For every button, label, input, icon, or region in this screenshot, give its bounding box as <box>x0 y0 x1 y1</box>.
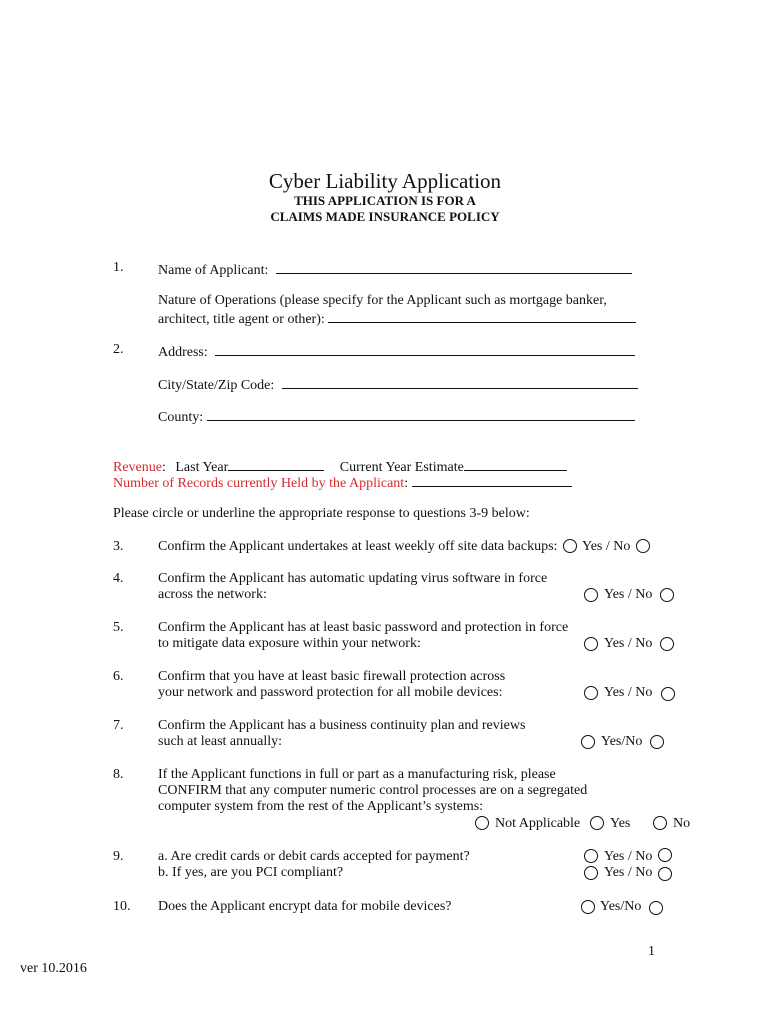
q8-text-line-3: computer system from the rest of the Applicant’s systems: <box>158 799 484 814</box>
q9b-yes-radio[interactable] <box>584 866 598 880</box>
q9a-no-radio[interactable] <box>658 848 672 862</box>
q10-number: 10. <box>113 899 131 914</box>
address-label: Address: <box>158 345 208 360</box>
current-year-estimate-label: Current Year Estimate <box>339 460 464 475</box>
q8-number: 8. <box>113 767 124 782</box>
q9b-no-radio[interactable] <box>658 867 672 881</box>
current-year-estimate-input[interactable] <box>464 457 567 471</box>
q5-no-radio[interactable] <box>660 637 674 651</box>
q8-no-radio[interactable] <box>653 816 667 830</box>
nature-of-operations-input[interactable] <box>328 309 636 323</box>
q4-yes-radio[interactable] <box>584 588 598 602</box>
q9a-text: a. Are credit cards or debit cards accepted for payment? <box>158 849 470 864</box>
q6-number: 6. <box>113 669 124 684</box>
records-row: Number of Records currently Held by the Applicant: <box>113 473 572 492</box>
q10-text: Does the Applicant encrypt data for mobile devices? <box>158 899 452 914</box>
county-label: County: <box>158 410 204 425</box>
last-year-label: Last Year <box>175 460 229 475</box>
q10-no-radio[interactable] <box>649 901 663 915</box>
q8-not-applicable-radio[interactable] <box>475 816 489 830</box>
q6-text-line-1: Confirm that you have at least basic firewall protection across <box>158 669 506 684</box>
version-label: ver 10.2016 <box>20 961 87 976</box>
q10-response-label: Yes/No <box>600 899 642 914</box>
q3-yes-radio[interactable] <box>563 539 577 553</box>
q7-no-radio[interactable] <box>650 735 664 749</box>
name-of-applicant-label: Name of Applicant: <box>158 263 269 278</box>
nature-of-operations-line-1: Nature of Operations (please specify for the Applicant such as mortgage banker, <box>158 293 607 308</box>
q7-text-line-1: Confirm the Applicant has a business continuity plan and reviews <box>158 718 526 733</box>
q9b-text: b. If yes, are you PCI compliant? <box>158 865 344 880</box>
county-field[interactable] <box>158 407 635 426</box>
city-state-zip-input[interactable] <box>282 375 638 389</box>
q4-no-radio[interactable] <box>660 588 674 602</box>
q9b-response-label: Yes / No <box>604 865 653 880</box>
q9a-yes-radio[interactable] <box>584 849 598 863</box>
q6-yes-radio[interactable] <box>584 686 598 700</box>
name-of-applicant-input[interactable] <box>276 260 632 274</box>
q8-yes-radio[interactable] <box>590 816 604 830</box>
q8-text-line-2: CONFIRM that any computer numeric control processes are on a segregated <box>158 783 588 798</box>
q2-number: 2. <box>113 342 124 357</box>
q1-number: 1. <box>113 260 124 275</box>
page-number: 1 <box>648 944 655 959</box>
q8-not-applicable-label: Not Applicable <box>495 816 581 831</box>
instruction-text: Please circle or underline the appropriate response to questions 3-9 below: <box>113 506 530 521</box>
q8-yes-label: Yes <box>610 816 631 831</box>
q5-yes-radio[interactable] <box>584 637 598 651</box>
q3-response-label: Yes / No <box>582 539 631 554</box>
q6-no-radio[interactable] <box>661 687 675 701</box>
city-state-zip-field[interactable] <box>158 375 638 394</box>
address-field[interactable] <box>158 342 635 361</box>
q8-text-line-1: If the Applicant functions in full or part as a manufacturing risk, please <box>158 767 556 782</box>
q5-number: 5. <box>113 620 124 635</box>
name-of-applicant-field[interactable] <box>158 260 632 279</box>
nature-of-operations-field[interactable] <box>158 309 636 328</box>
address-input[interactable] <box>215 342 635 356</box>
subtitle-line-2: CLAIMS MADE INSURANCE POLICY <box>270 209 500 224</box>
q4-text-line-1: Confirm the Applicant has automatic updating virus software in force <box>158 571 548 586</box>
q7-response-label: Yes/No <box>601 734 643 749</box>
q7-yes-radio[interactable] <box>581 735 595 749</box>
q3-number: 3. <box>113 539 124 554</box>
q10-yes-radio[interactable] <box>581 900 595 914</box>
q6-response-label: Yes / No <box>604 685 653 700</box>
revenue-row: Revenue: Last Year Current Year Estimate <box>113 457 567 476</box>
q3-no-radio[interactable] <box>636 539 650 553</box>
records-input[interactable] <box>412 473 572 487</box>
county-input[interactable] <box>207 407 635 421</box>
q4-response-label: Yes / No <box>604 587 653 602</box>
last-year-input[interactable] <box>228 457 324 471</box>
subtitle-line-1: THIS APPLICATION IS FOR A <box>294 193 476 208</box>
city-state-zip-label: City/State/Zip Code: <box>158 378 275 393</box>
q7-text-line-2: such at least annually: <box>158 734 283 749</box>
q5-response-label: Yes / No <box>604 636 653 651</box>
q9a-response-label: Yes / No <box>604 849 653 864</box>
q4-text-line-2: across the network: <box>158 587 267 602</box>
records-label: Number of Records currently Held by the Applicant <box>113 476 405 491</box>
q6-text-line-2: your network and password protection for all mobile devices: <box>158 685 503 700</box>
q5-text-line-1: Confirm the Applicant has at least basic password and protection in force <box>158 620 569 635</box>
page-title: Cyber Liability Application <box>268 169 502 193</box>
q3-text: Confirm the Applicant undertakes at least weekly off site data backups: <box>158 539 558 554</box>
q4-number: 4. <box>113 571 124 586</box>
q7-number: 7. <box>113 718 124 733</box>
revenue-label: Revenue <box>113 460 162 475</box>
q9-number: 9. <box>113 849 124 864</box>
nature-of-operations-label: architect, title agent or other): <box>158 312 325 327</box>
q8-no-label: No <box>673 816 691 831</box>
q5-text-line-2: to mitigate data exposure within your network: <box>158 636 421 651</box>
